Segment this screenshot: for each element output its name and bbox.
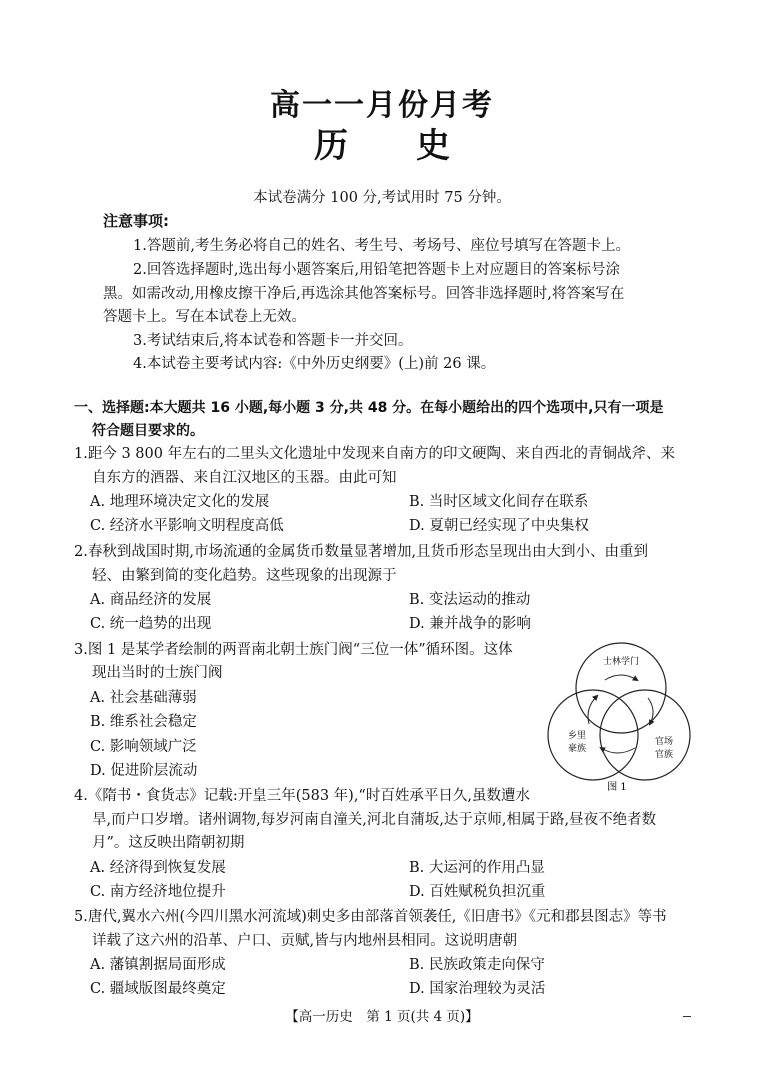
q3-option-b: B. 维系社会稳定	[90, 714, 197, 730]
q5-stem-line-1: 5.唐代,翼水六州(今四川黑水河流域)刺史多由部落首领袭任,《旧唐书》《元和郡县图志》等书	[74, 909, 667, 925]
note-4: 4.本试卷主要考试内容:《中外历史纲要》(上)前 26 课。	[133, 356, 496, 372]
section-heading-line-1: 一、选择题:本大题共 16 小题,每小题 3 分,共 48 分。在每小题给出的四个选项中,只有一项是	[74, 400, 664, 416]
fig-label-right-1: 官场	[654, 737, 674, 747]
q2-option-b: B. 变法运动的推动	[409, 592, 531, 608]
fig-label-right-2: 官族	[654, 750, 674, 760]
note-2-line-3: 答题卡上。写在本试卷上无效。	[103, 309, 306, 325]
circle-right	[600, 690, 690, 780]
cycle-arrow-3	[601, 748, 635, 753]
notes-heading: 注意事项:	[103, 212, 169, 230]
q2-stem-line-1: 2.春秋到战国时期,市场流通的金属货币数量显著增加,且货币形态呈现出由大到小、由重到	[74, 544, 649, 560]
note-1: 1.答题前,考生务必将自己的姓名、考生号、考场号、座位号填写在答题卡上。	[133, 238, 630, 254]
q3-option-c: C. 影响领域广泛	[90, 739, 197, 755]
section-heading-line-2: 符合题目要求的。	[92, 423, 204, 439]
q5-option-c: C. 疆域版图最终奠定	[90, 981, 226, 997]
note-2-line-1: 2.回答选择题时,选出每小题答案后,用铅笔把答题卡上对应题目的答案标号涂	[133, 262, 621, 278]
q3-stem-line-1: 3.图 1 是某学者绘制的两晋南北朝士族门阀“三位一体”循环图。这体	[74, 642, 513, 658]
fig-caption: 图 1	[607, 782, 627, 793]
q5-option-a: A. 藩镇割据局面形成	[90, 957, 226, 973]
page-footer: 【高一历史 第 1 页(共 4 页)】	[285, 1009, 479, 1025]
q4-stem-line-2: 旱,而户口岁增。诸州调物,每岁河南自潼关,河北自蒲坂,达于京师,相属于路,昼夜不绝者数	[92, 812, 657, 828]
q4-stem-line-1: 4.《隋书・食货志》记载:开皇三年(583 年),“时百姓承平日久,虽数遭水	[74, 788, 530, 804]
q1-option-d: D. 夏朝已经实现了中央集权	[409, 518, 589, 534]
q2-stem-line-2: 轻、由繁到简的变化趋势。这些现象的出现源于	[92, 568, 397, 584]
figure-1-venn-diagram	[545, 640, 695, 795]
q2-option-c: C. 统一趋势的出现	[90, 616, 212, 632]
q1-stem-line-1: 1.距今 3 800 年左右的二里头文化遗址中发现来自南方的印文硬陶、来自西北的青铜战斧、来	[74, 446, 676, 462]
fig-label-left-1: 乡里	[567, 731, 587, 741]
q5-stem-line-2: 详载了这六州的沿革、户口、贡赋,皆与内地州县相同。这说明唐朝	[92, 933, 518, 949]
q2-option-a: A. 商品经济的发展	[90, 592, 212, 608]
q2-option-d: D. 兼并战争的影响	[409, 616, 531, 632]
circle-left	[548, 690, 638, 780]
q1-option-b: B. 当时区域文化间存在联系	[409, 494, 589, 510]
q1-option-c: C. 经济水平影响文明程度高低	[90, 518, 284, 534]
note-2-line-2: 黑。如需改动,用橡皮擦干净后,再选涂其他答案标号。回答非选择题时,将答案写在	[103, 286, 625, 302]
q4-option-b: B. 大运河的作用凸显	[409, 860, 545, 876]
exam-subject: 历 史	[314, 126, 450, 166]
exam-intro: 本试卷满分 100 分,考试用时 75 分钟。	[253, 190, 511, 206]
q4-option-a: A. 经济得到恢复发展	[90, 860, 226, 876]
q3-option-d: D. 促进阶层流动	[90, 763, 198, 779]
cycle-arrow-1	[605, 675, 637, 680]
q3-stem-line-2: 现出当时的士族门阀	[92, 665, 223, 681]
exam-title: 高一一月份月考	[270, 88, 494, 123]
fig-label-top: 士林学门	[602, 657, 640, 667]
q4-stem-line-3: 月”。这反映出隋朝初期	[92, 835, 245, 851]
q4-option-c: C. 南方经济地位提升	[90, 884, 226, 900]
corner-dash	[683, 1016, 691, 1017]
q3-option-a: A. 社会基础薄弱	[90, 690, 197, 706]
q1-stem-line-2: 自东方的酒器、来自江汉地区的玉器。由此可知	[92, 470, 397, 486]
q4-option-d: D. 百姓赋税负担沉重	[409, 884, 546, 900]
q1-option-a: A. 地理环境决定文化的发展	[90, 494, 270, 510]
note-3: 3.考试结束后,将本试卷和答题卡一并交回。	[133, 333, 413, 349]
fig-label-left-2: 豪族	[567, 744, 587, 754]
q5-option-d: D. 国家治理较为灵活	[409, 981, 546, 997]
q5-option-b: B. 民族政策走向保守	[409, 957, 545, 973]
